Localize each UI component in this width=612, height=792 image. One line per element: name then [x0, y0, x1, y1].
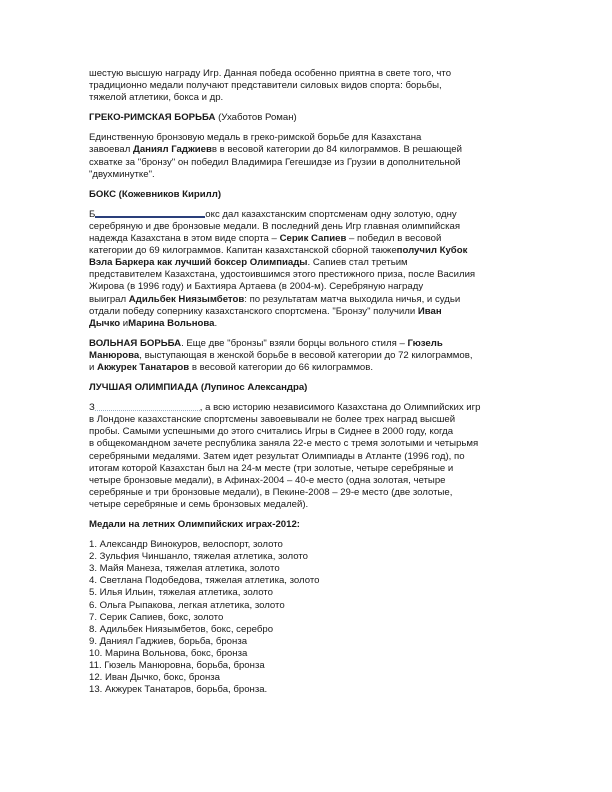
athlete-name: Иван [417, 305, 442, 317]
hyperlink-underline[interactable] [95, 210, 205, 218]
athlete-name: Гюзель [407, 337, 443, 349]
freestyle-paragraph [89, 338, 527, 374]
list-item: 3. Майя Манеза, тяжелая атлетика, золото [89, 563, 280, 575]
athlete-name: Марина Вольнова [128, 317, 215, 329]
text-line: завоевал [89, 144, 133, 156]
best-paragraph [89, 402, 527, 511]
text-line: в в весовой категории до 84 килограммов. В решающей [211, 144, 462, 156]
text-line: четыре бронзовые медали), в Афинах-2004 – 40-е место (одна золотая, четыре [89, 474, 446, 486]
athlete-name: Даниял Гаджиев [132, 144, 212, 156]
athlete-name: Серик Сапиев [279, 233, 347, 245]
text-line: – победил в весовой [346, 233, 442, 245]
text-line: традиционно медали получают представители силовых видов спорта: борьбы, [89, 80, 442, 92]
text-line: , а всю историю независимого Казахстана до Олимпийских игр [199, 402, 481, 414]
list-item: 4. Светлана Подобедова, тяжелая атлетика, золото [89, 575, 320, 587]
text-line: окс дал казахстанским спортсменам одну золотую, одну [205, 208, 457, 220]
list-item: 8. Адильбек Ниязымбетов, бокс, серебро [89, 623, 274, 635]
list-item: 2. Зульфия Чиншанло, тяжелая атлетика, золото [89, 551, 308, 563]
text-line: в весовой категории до 66 килограммов. [189, 361, 374, 373]
text-line: в Лондоне казахстанские спортсмены завоевывали не более трех наград высшей [89, 414, 456, 426]
text-line: пробы. Самыми успешными до этого считались Игры в Сиднее в 2000 году, когда [89, 426, 454, 438]
text-line: схватке за "бронзу" он победил Владимира Гегешидзе из Грузии в дополнительной [89, 156, 461, 168]
greco-paragraph [89, 132, 527, 180]
list-item: 6. Ольга Рыпакова, легкая атлетика, золото [89, 599, 285, 611]
intro-paragraph [89, 68, 527, 104]
section-title: ЛУЧШАЯ ОЛИМПИАДА (Лупинос Александра) [89, 382, 308, 394]
text-line: . Сапиев стал третьим [307, 257, 408, 269]
text-line: Единственную бронзовую медаль в греко-римской борьбе для Казахстана [89, 132, 422, 144]
list-item: 11. Гюзель Манюровна, борьба, бронза [89, 660, 265, 672]
boxing-heading [89, 189, 527, 201]
section-title: БОКС (Кожевников Кирилл) [89, 188, 222, 200]
list-item: 12. Иван Дычко, бокс, бронза [89, 672, 221, 684]
greco-heading [89, 112, 527, 124]
list-item: 7. Серик Сапиев, бокс, золото [89, 611, 224, 623]
text-line: выиграл [89, 293, 129, 305]
text-line: отдали победу сопернику казахстанского спортсмена. "Бронзу" получили [89, 305, 418, 317]
athlete-name: Дычко [89, 317, 121, 329]
athlete-name: Адильбек Ниязымбетов [128, 293, 245, 305]
list-item: 13. Акжурек Танатаров, борьба, бронза. [89, 684, 268, 696]
list-item: 1. Александр Винокуров, велоспорт, золото [89, 539, 283, 551]
list-item: 9. Даниял Гаджиев, борьба, бронза [89, 635, 248, 647]
text-line: шестую высшую награду Игр. Данная победа особенно приятна в свете того, что [89, 68, 452, 79]
text-line: З [89, 402, 95, 414]
hyperlink-underline[interactable] [95, 403, 200, 411]
text-line: четыре серебряные и семь бронзовых медалей). [89, 498, 309, 510]
text-line: категории до 69 килограммов. Капитан казахстанской сборной также [89, 245, 397, 257]
text-line: . Еще две "бронзы" взяли борцы вольного стиля – [181, 337, 408, 349]
text-line: "двухминутке". [89, 168, 155, 180]
medals-list [89, 539, 527, 696]
text-line: Жирова (в 1996 году) и Бахтияра Артаева (в 2004-м). Серебряную награду [89, 281, 424, 293]
athlete-name: Манюрова [89, 349, 140, 361]
best-heading [89, 382, 527, 394]
text-line: в общекомандном зачете республика заняла 22-е место с тремя золотыми и четырьмя [89, 438, 479, 450]
text-line: и [89, 361, 98, 373]
athlete-name: Акжурек Танатаров [97, 361, 190, 373]
list-item: 5. Илья Ильин, тяжелая атлетика, золото [89, 587, 273, 599]
text-line: серебряные и три бронзовые медали), в Пекине-2008 – 29-е место (две золотые, [89, 486, 453, 498]
text-line: серебряными медалями. Затем идет результат Олимпиады в Атланте (1996 год), по [89, 450, 465, 462]
text-line: : по результатам матча выходила ничья, и судьи [244, 293, 461, 305]
text-line: представителем Казахстана, удостоившимся этого престижного приза, после Василия [89, 269, 476, 281]
list-item: 10. Марина Вольнова, бокс, бронза [89, 647, 248, 659]
text-line: итогам которой Казахстан был на 24-м месте (три золотые, четыре серебряные и [89, 462, 454, 474]
article-body [89, 68, 527, 696]
text-line: тяжелой атлетики, бокса и др. [89, 92, 224, 104]
text-line: и [120, 317, 129, 329]
text-line: , выступающая в женской борьбе в весовой категории до 72 килограммов, [139, 349, 473, 361]
section-author: (Ухаботов Роман) [215, 112, 297, 124]
boxing-paragraph [89, 209, 527, 330]
section-title: ГРЕКО-РИМСКАЯ БОРЬБА [89, 112, 216, 124]
award-name: получил Кубок [396, 245, 468, 257]
section-title: ВОЛЬНАЯ БОРЬБА [89, 337, 182, 349]
medals-heading [89, 519, 527, 531]
text-line: Б [89, 208, 96, 220]
award-name: Вэла Баркера как лучший боксер Олимпиады [89, 257, 308, 269]
text-line: надежда Казахстана в этом виде спорта – [89, 233, 280, 245]
text-line: серебряную и две бронзовые медали. В последний день Игр главная олимпийская [89, 220, 461, 232]
section-title: Медали на летних Олимпийских играх-2012: [89, 519, 300, 530]
text-line: . [214, 317, 218, 329]
